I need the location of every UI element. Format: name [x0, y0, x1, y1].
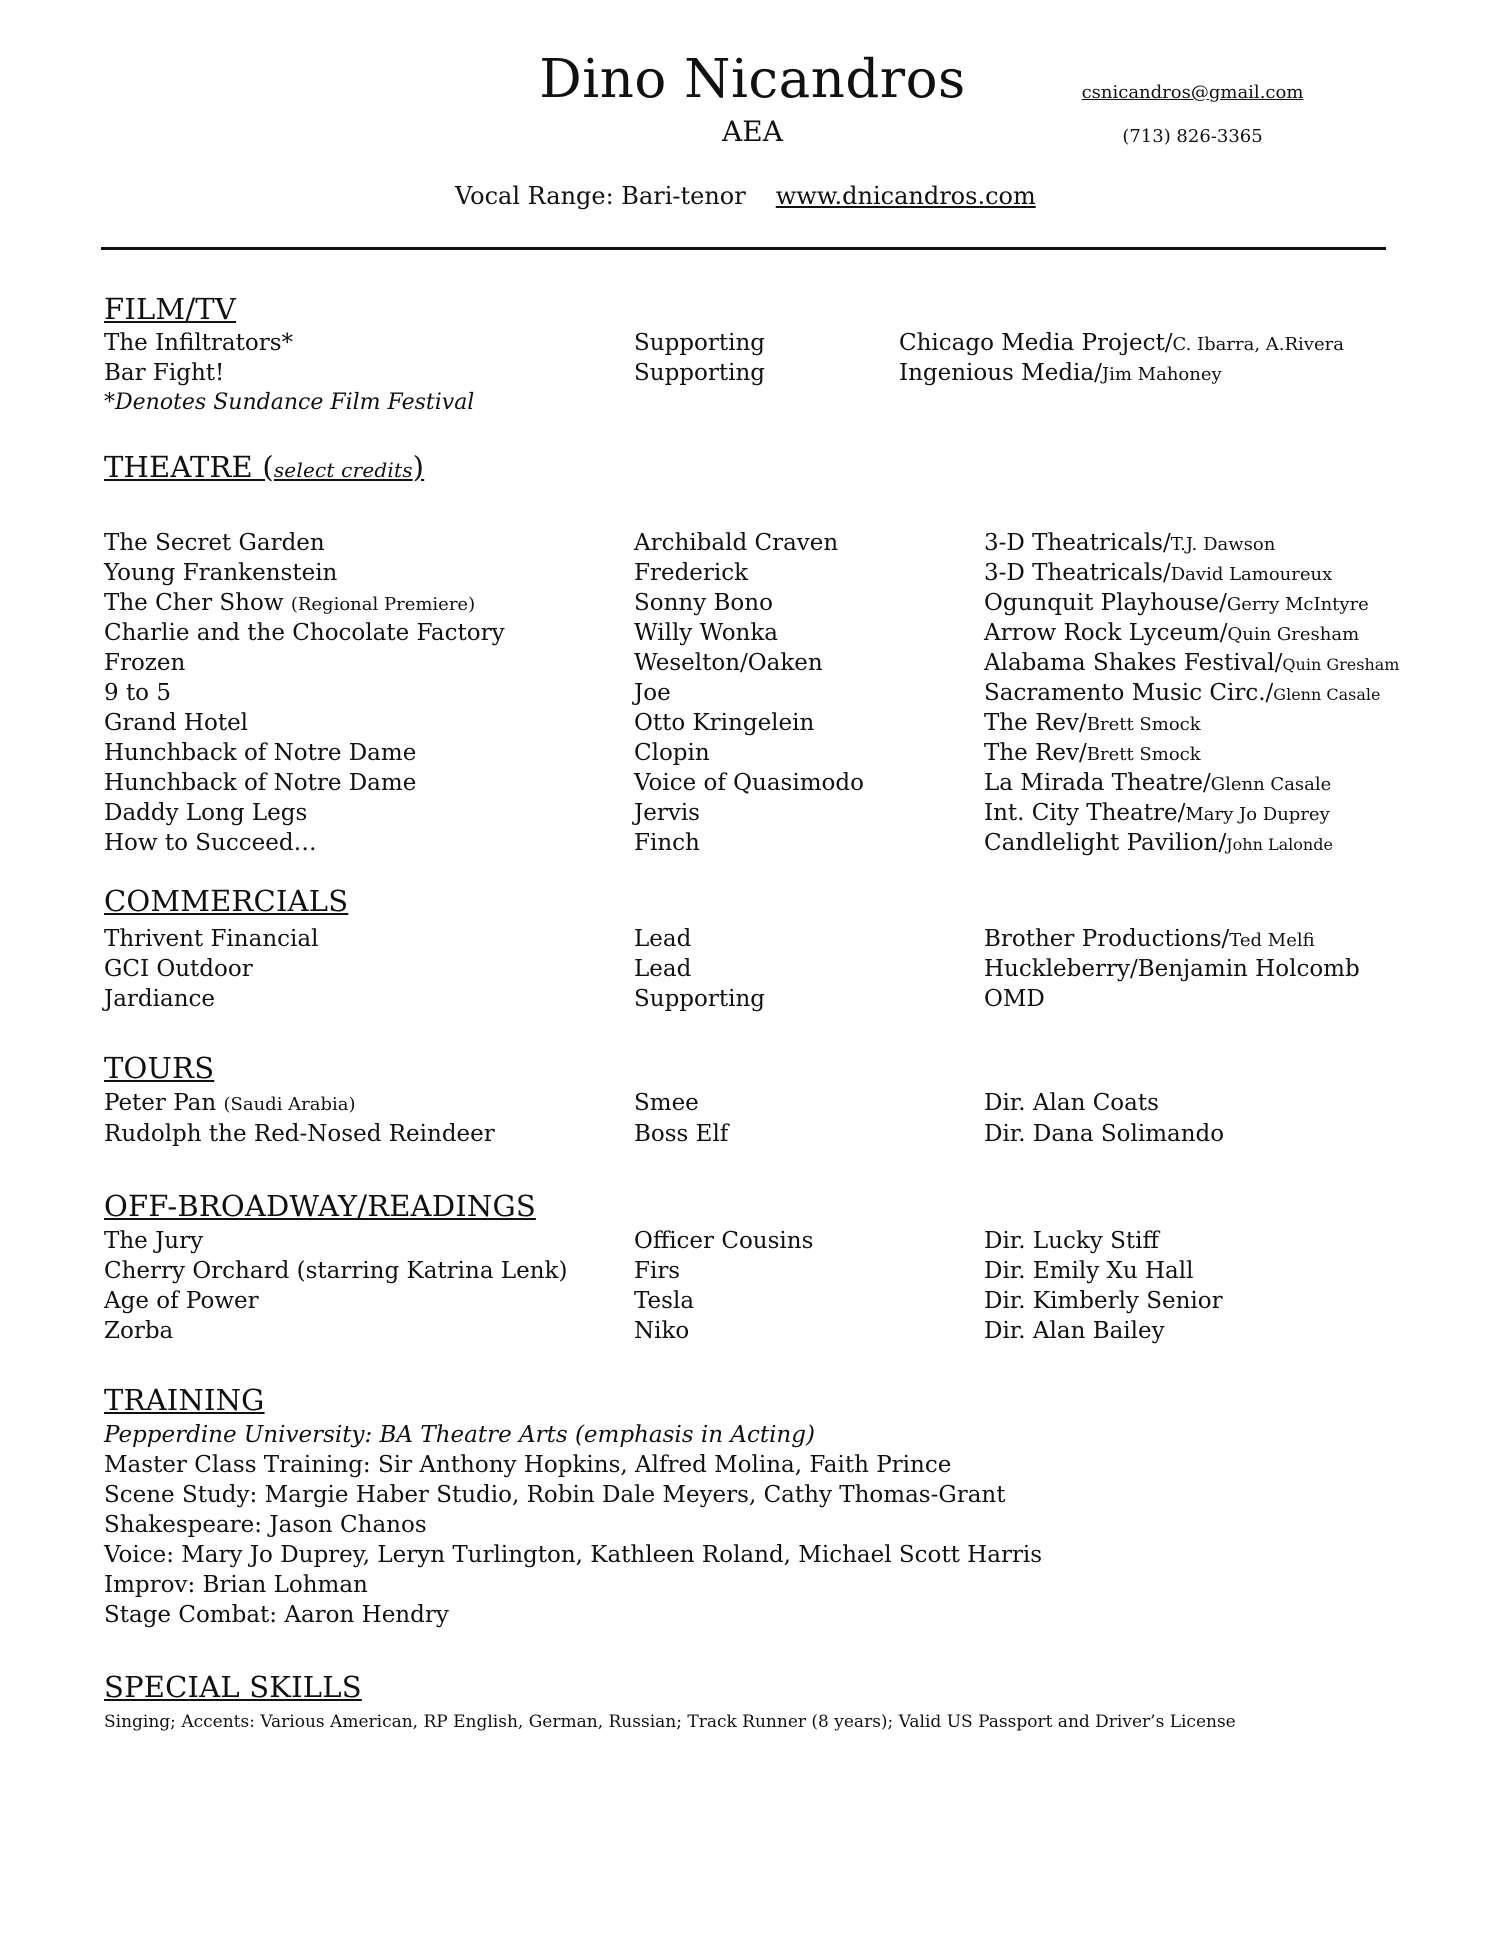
sundance-note: *Denotes Sundance Film Festival — [104, 390, 475, 415]
credit-company-cell — [984, 770, 1331, 796]
credit-title: GCI Outdoor — [104, 956, 253, 982]
credit-title-cell — [104, 740, 416, 766]
credit-title: The Secret Garden — [104, 530, 325, 556]
credit-role: Supporting — [634, 986, 765, 1012]
header-divider — [101, 247, 1386, 250]
credit-company-cell — [984, 620, 1359, 646]
actor-name: Dino Nicandros — [539, 49, 966, 110]
credit-role: Smee — [634, 1090, 699, 1116]
training-line: Improv: Brian Lohman — [104, 1572, 368, 1598]
credit-title: Charlie and the Chocolate Factory — [104, 620, 505, 646]
credit-role: Supporting — [634, 360, 765, 386]
section-heading-off-broadway: OFF-BROADWAY/READINGS — [104, 1189, 536, 1223]
credit-role: Voice of Quasimodo — [634, 770, 864, 796]
credit-director: Glenn Casale — [1210, 774, 1332, 795]
credit-director: Gerry McIntyre — [1226, 594, 1369, 615]
table-row — [104, 650, 1404, 680]
credit-title-cell — [104, 1090, 356, 1116]
credit-title: Age of Power — [104, 1288, 259, 1314]
credit-role: Archibald Craven — [634, 530, 839, 556]
credit-title: Hunchback of Notre Dame — [104, 740, 417, 766]
credit-company-cell — [984, 986, 1045, 1012]
credit-company: Arrow Rock Lyceum/ — [984, 620, 1228, 646]
credit-company-cell — [984, 710, 1201, 736]
table-row — [104, 530, 1404, 560]
credit-role: Sonny Bono — [634, 590, 773, 616]
credit-role: Boss Elf — [634, 1121, 729, 1147]
credit-role: Lead — [634, 926, 692, 952]
table-row — [104, 360, 1404, 390]
theatre-heading-close: ) — [412, 450, 425, 484]
credit-role: Firs — [634, 1258, 681, 1284]
vocal-range: Vocal Range: Bari-tenor — [455, 182, 746, 210]
credit-company: 3-D Theatricals/ — [984, 560, 1171, 586]
table-row — [104, 1121, 1404, 1151]
credit-role: Lead — [634, 956, 692, 982]
credit-title: Young Frankenstein — [104, 560, 338, 586]
credit-title: The Cher Show — [104, 590, 291, 616]
table-row — [104, 986, 1404, 1016]
table-row-film-company — [104, 330, 1404, 360]
credit-title-cell — [104, 620, 505, 646]
table-row — [104, 800, 1404, 830]
credit-role: Niko — [634, 1318, 690, 1344]
credit-role: Officer Cousins — [634, 1228, 814, 1254]
table-row — [104, 680, 1404, 710]
credit-title-cell — [104, 530, 325, 556]
company-cell — [899, 360, 1222, 386]
credit-company-cell — [984, 926, 1315, 952]
credit-title-extra: (Regional Premiere) — [290, 594, 476, 615]
credit-director: Dir. Emily Xu Hall — [984, 1258, 1194, 1284]
credit-title: Frozen — [104, 650, 186, 676]
credit-title-cell — [104, 680, 171, 706]
table-row — [104, 1288, 1404, 1318]
credit-company: Int. City Theatre/ — [984, 800, 1186, 826]
table-row — [104, 830, 1404, 860]
credit-role: Frederick — [634, 560, 749, 586]
credit-title-cell — [104, 830, 317, 856]
credit-title: Jardiance — [104, 986, 216, 1012]
table-row — [104, 1258, 1404, 1288]
credit-company: Ogunquit Playhouse/ — [984, 590, 1227, 616]
credit-company: Ingenious Media/ — [899, 360, 1102, 386]
section-heading-training: TRAINING — [104, 1383, 265, 1417]
credit-company: The Rev/ — [984, 710, 1087, 736]
credit-title-cell — [104, 710, 248, 736]
credit-title: The Infiltrators* — [104, 330, 294, 356]
table-row — [104, 926, 1404, 956]
credit-director: Glenn Casale — [1273, 685, 1381, 704]
credit-title-cell — [104, 1121, 495, 1147]
website-link[interactable]: www.dnicandros.com — [775, 182, 1036, 210]
credit-company: Alabama Shakes Festival/ — [984, 650, 1283, 676]
training-line: Scene Study: Margie Haber Studio, Robin Dale Meyers, Cathy Thomas-Grant — [104, 1482, 1006, 1508]
company-cell — [899, 330, 1344, 356]
table-row — [104, 560, 1404, 590]
credit-title: 9 to 5 — [104, 680, 171, 706]
credit-company: La Mirada Theatre/ — [984, 770, 1211, 796]
table-row — [104, 710, 1404, 740]
credit-director: Dir. Alan Coats — [984, 1090, 1159, 1116]
table-row — [104, 770, 1404, 800]
credit-title: Peter Pan — [104, 1090, 224, 1116]
section-heading-theatre — [104, 450, 424, 484]
credit-company: 3-D Theatricals/ — [984, 530, 1171, 556]
credit-company-cell — [984, 800, 1330, 826]
credit-title: The Jury — [104, 1228, 204, 1254]
credit-company-cell — [984, 590, 1369, 616]
credit-director: Ted Melfi — [1229, 930, 1315, 951]
section-heading-special-skills: SPECIAL SKILLS — [104, 1670, 362, 1704]
credit-company: The Rev/ — [984, 740, 1087, 766]
credit-title-extra: (Saudi Arabia) — [223, 1094, 356, 1115]
credit-title: Cherry Orchard (starring Katrina Lenk) — [104, 1258, 568, 1284]
credit-director: Dir. Dana Solimando — [984, 1121, 1225, 1147]
credit-director: Quin Gresham — [1227, 624, 1360, 645]
credit-title-cell — [104, 590, 475, 616]
credit-director: C. Ibarra, A.Rivera — [1172, 334, 1344, 355]
theatre-heading-label: THEATRE ( — [104, 450, 274, 484]
theatre-heading-select: select credits — [273, 458, 413, 482]
credit-director: T.J. Dawson — [1170, 534, 1276, 555]
credit-company: Huckleberry/Benjamin Holcomb — [984, 956, 1360, 982]
credit-title-cell — [104, 650, 185, 676]
table-row — [104, 1090, 1404, 1120]
table-row — [104, 620, 1404, 650]
credit-title-cell — [104, 560, 337, 586]
training-line: Stage Combat: Aaron Hendry — [104, 1602, 449, 1628]
credit-company-cell — [984, 956, 1360, 982]
credit-company: Candlelight Pavilion/ — [984, 830, 1227, 856]
section-heading-commercials: COMMERCIALS — [104, 884, 349, 918]
credit-title: How to Succeed… — [104, 830, 317, 856]
credit-title-cell — [104, 800, 307, 826]
credit-company-cell — [984, 530, 1275, 556]
training-degree: Pepperdine University: BA Theatre Arts (emphasis in Acting) — [104, 1422, 815, 1448]
credit-director: Dir. Kimberly Senior — [984, 1288, 1223, 1314]
credit-company: Sacramento Music Circ./ — [984, 680, 1274, 706]
credit-company-cell — [984, 680, 1380, 706]
credit-director: Brett Smock — [1086, 744, 1201, 765]
credit-director: Jim Mahoney — [1101, 364, 1222, 385]
credit-role: Weselton/Oaken — [634, 650, 823, 676]
credit-director: Dir. Alan Bailey — [984, 1318, 1165, 1344]
credit-company: OMD — [984, 986, 1045, 1012]
credit-director: David Lamoureux — [1170, 564, 1333, 585]
credit-company-cell — [984, 650, 1399, 676]
credit-director: Dir. Lucky Stiff — [984, 1228, 1159, 1254]
credit-title: Daddy Long Legs — [104, 800, 308, 826]
special-skills-text: Singing; Accents: Various American, RP English, German, Russian; Track Runner (8 years); Valid US Passport and Driver’s License — [104, 1712, 1236, 1732]
credit-role: Clopin — [634, 740, 710, 766]
credit-title: Hunchback of Notre Dame — [104, 770, 417, 796]
credit-title: Zorba — [104, 1318, 174, 1344]
credit-role: Tesla — [634, 1288, 695, 1314]
credit-company-cell — [984, 830, 1333, 856]
credit-title: Bar Fight! — [104, 360, 225, 386]
vocal-line — [455, 182, 1036, 210]
credit-director: John Lalonde — [1226, 835, 1333, 854]
credit-title: Thrivent Financial — [104, 926, 319, 952]
table-row — [104, 1228, 1404, 1258]
credit-director: Brett Smock — [1086, 714, 1201, 735]
credit-title-cell — [104, 770, 416, 796]
credit-role: Finch — [634, 830, 700, 856]
credit-director: Mary Jo Duprey — [1185, 804, 1330, 825]
credit-company-cell — [984, 560, 1332, 586]
credit-company-cell — [984, 740, 1201, 766]
credit-director: Quin Gresham — [1282, 655, 1400, 674]
credit-company: Brother Productions/ — [984, 926, 1230, 952]
phone-number: (713) 826-3365 — [1122, 126, 1263, 147]
credit-role: Supporting — [634, 330, 765, 356]
section-heading-tours: TOURS — [104, 1051, 215, 1085]
table-row — [104, 1318, 1404, 1348]
union-affiliation: AEA — [722, 115, 783, 148]
table-row — [104, 740, 1404, 770]
credit-role: Joe — [634, 680, 671, 706]
table-row — [104, 956, 1404, 986]
table-row — [104, 590, 1404, 620]
credit-role: Willy Wonka — [634, 620, 778, 646]
training-line: Voice: Mary Jo Duprey, Leryn Turlington, Kathleen Roland, Michael Scott Harris — [104, 1542, 1043, 1568]
training-line: Master Class Training: Sir Anthony Hopkins, Alfred Molina, Faith Prince — [104, 1452, 952, 1478]
credit-company: Chicago Media Project/ — [899, 330, 1173, 356]
training-line: Shakespeare: Jason Chanos — [104, 1512, 427, 1538]
credit-role: Otto Kringelein — [634, 710, 815, 736]
email-link[interactable]: csnicandros@gmail.com — [1081, 82, 1304, 103]
section-heading-film-tv: FILM/TV — [104, 292, 236, 326]
credit-role: Jervis — [634, 800, 700, 826]
credit-title: Rudolph the Red-Nosed Reindeer — [104, 1121, 495, 1147]
credit-title: Grand Hotel — [104, 710, 249, 736]
